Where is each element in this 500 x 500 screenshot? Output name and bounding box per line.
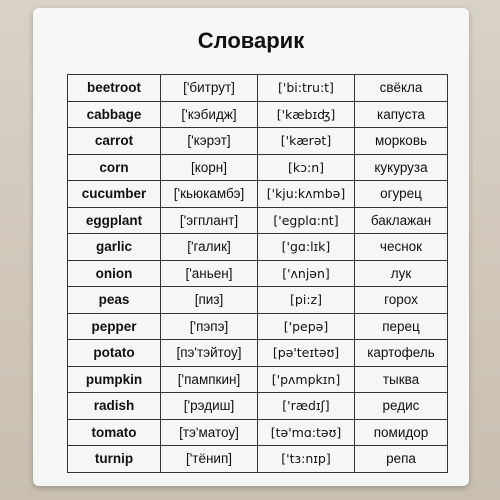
russian-translation-cell: помидор <box>355 419 448 446</box>
ipa-transcription-cell: ['kærət] <box>258 128 355 155</box>
english-word-cell: beetroot <box>68 75 161 102</box>
table-row <box>68 207 448 234</box>
russian-transliteration-cell: [пиз] <box>161 287 258 314</box>
english-word-cell: radish <box>68 393 161 420</box>
russian-translation-cell: морковь <box>355 128 448 155</box>
russian-transliteration-cell: ['тёнип] <box>161 446 258 473</box>
russian-transliteration-cell: ['пампкин] <box>161 366 258 393</box>
russian-transliteration-cell: ['кэбидж] <box>161 101 258 128</box>
table-row <box>68 181 448 208</box>
english-word-cell: garlic <box>68 234 161 261</box>
english-word-cell: eggplant <box>68 207 161 234</box>
russian-transliteration-cell: ['рэдиш] <box>161 393 258 420</box>
table-row <box>68 366 448 393</box>
russian-transliteration-cell: [корн] <box>161 154 258 181</box>
ipa-transcription-cell: [pə'teɪtəʊ] <box>258 340 355 367</box>
ipa-transcription-cell: [pi:z] <box>258 287 355 314</box>
english-word-cell: corn <box>68 154 161 181</box>
english-word-cell: cabbage <box>68 101 161 128</box>
table-row <box>68 287 448 314</box>
russian-translation-cell: перец <box>355 313 448 340</box>
english-word-cell: turnip <box>68 446 161 473</box>
table-row <box>68 260 448 287</box>
ipa-transcription-cell: ['ʌnjən] <box>258 260 355 287</box>
russian-transliteration-cell: ['кьюкамбэ] <box>161 181 258 208</box>
russian-translation-cell: лук <box>355 260 448 287</box>
russian-transliteration-cell: ['аньен] <box>161 260 258 287</box>
russian-translation-cell: тыква <box>355 366 448 393</box>
table-row <box>68 128 448 155</box>
russian-transliteration-cell: ['пэпэ] <box>161 313 258 340</box>
table-row <box>68 419 448 446</box>
table-row <box>68 75 448 102</box>
russian-transliteration-cell: [пэ'тэйтоу] <box>161 340 258 367</box>
ipa-transcription-cell: ['pepə] <box>258 313 355 340</box>
table-row <box>68 340 448 367</box>
table-row <box>68 446 448 473</box>
russian-translation-cell: репа <box>355 446 448 473</box>
english-word-cell: pumpkin <box>68 366 161 393</box>
russian-transliteration-cell: ['битрут] <box>161 75 258 102</box>
russian-translation-cell: капуста <box>355 101 448 128</box>
english-word-cell: pepper <box>68 313 161 340</box>
english-word-cell: tomato <box>68 419 161 446</box>
ipa-transcription-cell: ['pʌmpkɪn] <box>258 366 355 393</box>
russian-translation-cell: редис <box>355 393 448 420</box>
table-row <box>68 393 448 420</box>
russian-transliteration-cell: [тэ'матоу] <box>161 419 258 446</box>
ipa-transcription-cell: ['bi:tru:t] <box>258 75 355 102</box>
ipa-transcription-cell: ['gɑ:lɪk] <box>258 234 355 261</box>
russian-translation-cell: кукуруза <box>355 154 448 181</box>
russian-translation-cell: баклажан <box>355 207 448 234</box>
russian-translation-cell: горох <box>355 287 448 314</box>
ipa-transcription-cell: ['rædɪʃ] <box>258 393 355 420</box>
russian-translation-cell: чеснок <box>355 234 448 261</box>
russian-translation-cell: свёкла <box>355 75 448 102</box>
table-row <box>68 234 448 261</box>
table-row <box>68 154 448 181</box>
vocabulary-table <box>67 74 448 473</box>
ipa-transcription-cell: ['egplɑ:nt] <box>258 207 355 234</box>
russian-transliteration-cell: ['кэрэт] <box>161 128 258 155</box>
russian-translation-cell: огурец <box>355 181 448 208</box>
english-word-cell: carrot <box>68 128 161 155</box>
table-row <box>68 313 448 340</box>
english-word-cell: cucumber <box>68 181 161 208</box>
ipa-transcription-cell: [tə'mɑ:təʊ] <box>258 419 355 446</box>
english-word-cell: potato <box>68 340 161 367</box>
russian-transliteration-cell: ['галик] <box>161 234 258 261</box>
russian-translation-cell: картофель <box>355 340 448 367</box>
vocabulary-card <box>33 8 469 486</box>
ipa-transcription-cell: [kɔ:n] <box>258 154 355 181</box>
ipa-transcription-cell: ['kju:kʌmbə] <box>258 181 355 208</box>
ipa-transcription-cell: ['kæbɪʤ] <box>258 101 355 128</box>
table-row <box>68 101 448 128</box>
vocabulary-table-body <box>68 75 448 473</box>
english-word-cell: onion <box>68 260 161 287</box>
page-title: Словарик <box>197 28 305 53</box>
ipa-transcription-cell: ['tɜ:nɪp] <box>258 446 355 473</box>
russian-transliteration-cell: ['эгплант] <box>161 207 258 234</box>
english-word-cell: peas <box>68 287 161 314</box>
